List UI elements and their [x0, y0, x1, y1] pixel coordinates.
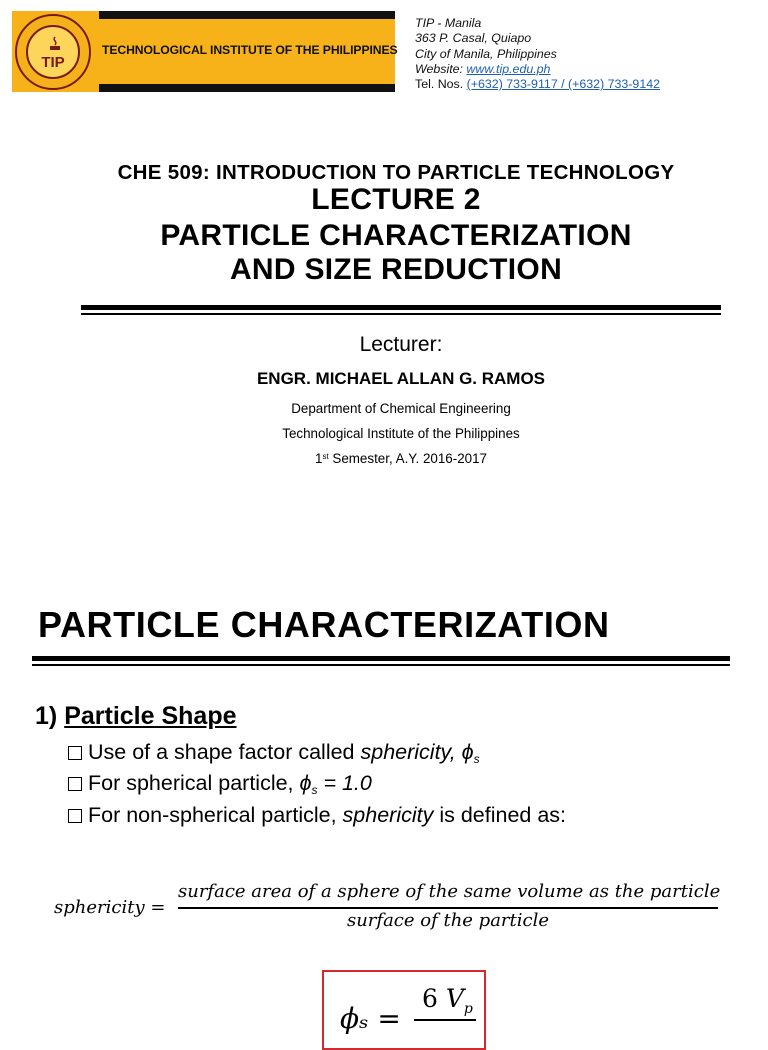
equation-numerator: surface area of a sphere of the same volume as the particle: [178, 881, 721, 902]
lecture-number: LECTURE 2: [311, 183, 481, 216]
address-line: 363 P. Casal, Quiapo: [415, 31, 532, 46]
lamp-icon: [48, 36, 62, 52]
checkbox-bullet-icon: [68, 746, 82, 760]
title-divider-thin: [81, 313, 721, 315]
bullet-text: Use of a shape factor called: [88, 740, 361, 764]
checkbox-bullet-icon: [68, 809, 82, 823]
website-label: Website:: [415, 61, 467, 76]
bullet-text: For spherical particle,: [88, 771, 300, 795]
tip-seal-logo: [15, 14, 91, 90]
bullet-term: sphericity,: [360, 740, 462, 764]
section-heading: [35, 702, 237, 731]
formula-subscript: p: [463, 1001, 473, 1017]
equation-fraction-bar: [178, 907, 718, 909]
campus-line: TIP - Manila: [415, 16, 482, 30]
bullet-spherical: [68, 771, 372, 797]
slide-title: PARTICLE CHARACTERIZATION: [38, 604, 610, 645]
seal-inner-ring: [26, 25, 80, 79]
institution-name: TECHNOLOGICAL INSTITUTE OF THE PHILIPPINES: [102, 43, 398, 57]
course-title: CHE 509: INTRODUCTION TO PARTICLE TECHNOLOGY: [117, 161, 675, 184]
semester: [0, 451, 768, 466]
lecturer-name: ENGR. MICHAEL ALLAN G. RAMOS: [256, 369, 546, 388]
institution: Technological Institute of the Philippines: [282, 426, 520, 441]
bullet-non-spherical: [68, 803, 566, 828]
banner-top-bar: [99, 11, 395, 19]
phi-subscript: s: [311, 783, 318, 797]
seal-text: TIP: [41, 54, 65, 71]
slide-divider-thick: [32, 656, 730, 661]
title-divider-thick: [81, 305, 721, 310]
equation-denominator: surface of the particle: [346, 910, 550, 931]
bullet-rest: is defined as:: [433, 803, 567, 827]
semester-text: Semester, A.Y. 2016-2017: [328, 451, 487, 466]
section-title: Particle Shape: [64, 702, 237, 730]
checkbox-bullet-icon: [68, 777, 82, 791]
website-link[interactable]: www.tip.edu.ph: [466, 61, 551, 76]
tel-label: Tel. Nos.: [415, 77, 467, 92]
semester-number: 1: [314, 451, 323, 466]
topic-line-2: AND SIZE REDUCTION: [229, 253, 563, 286]
formula-numerator: [422, 984, 473, 1017]
bullet-text: For non-spherical particle,: [88, 803, 343, 827]
bullet-shape-factor: [68, 740, 480, 766]
sphericity-value: = 1.0: [317, 771, 372, 795]
lecturer-label: Lecturer:: [359, 333, 443, 356]
bullet-term: sphericity: [342, 803, 434, 827]
phi-symbol: ϕ: [299, 771, 312, 795]
tel-link[interactable]: (+632) 733-9117 / (+632) 733-9142: [466, 77, 660, 92]
topic-line-1: PARTICLE CHARACTERIZATION: [160, 219, 632, 252]
formula-fraction-bar: [414, 1019, 476, 1021]
phi-subscript: s: [473, 752, 480, 766]
city-line: City of Manila, Philippines: [415, 46, 557, 61]
phi-symbol: ϕ: [461, 740, 474, 764]
formula-variable: V: [445, 984, 464, 1013]
contact-block: [415, 16, 660, 92]
tel-line: [415, 77, 660, 92]
formula-coefficient: 6: [422, 984, 446, 1013]
semester-suffix: st: [322, 452, 329, 461]
department: Department of Chemical Engineering: [291, 401, 511, 416]
slide-divider-thin: [32, 664, 730, 666]
website-line: [415, 62, 660, 77]
equation-lhs: sphericity =: [54, 897, 166, 918]
section-number: 1): [35, 702, 65, 730]
banner-bottom-bar: [99, 84, 395, 92]
formula-lhs: ϕₛ =: [340, 1002, 401, 1035]
